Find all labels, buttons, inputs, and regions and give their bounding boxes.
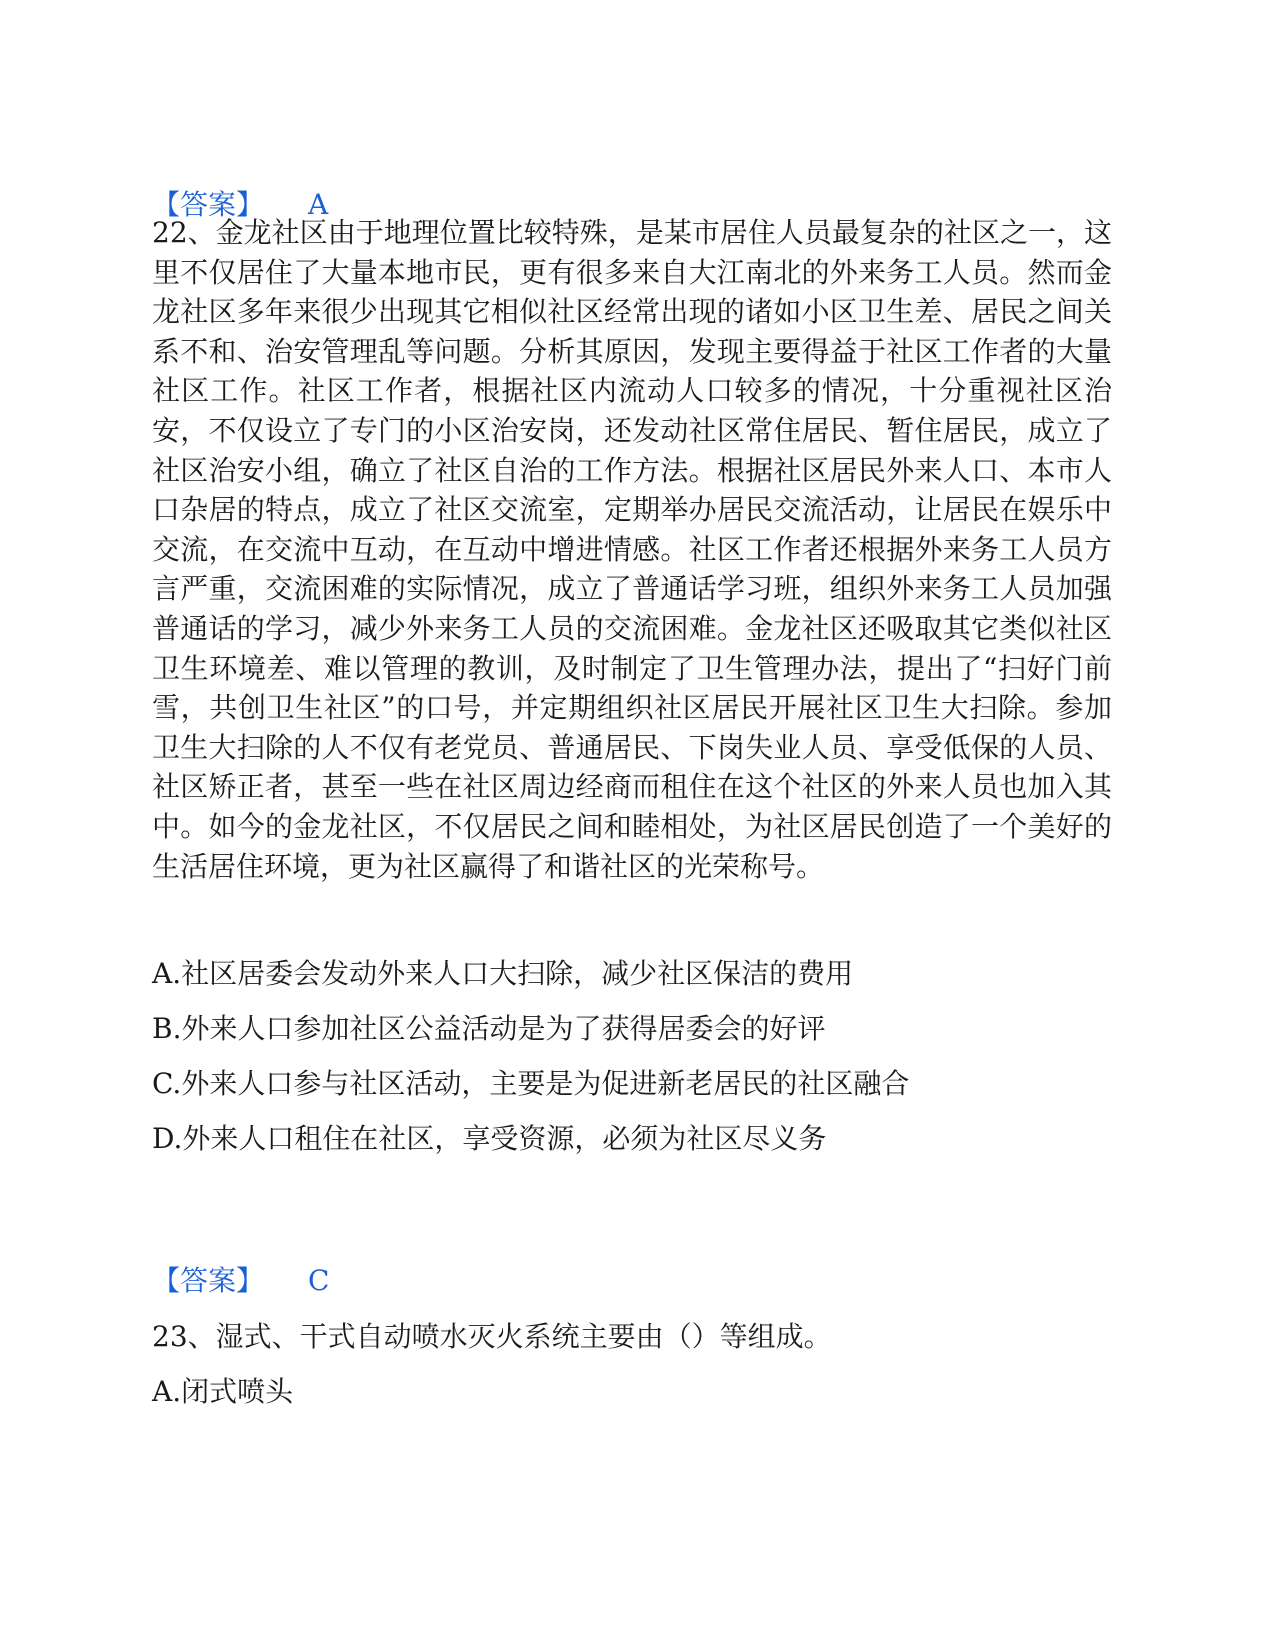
answer-value: C xyxy=(308,1264,330,1297)
option-a: A.闭式喷头 xyxy=(152,1375,294,1408)
option-c: C.外来人口参与社区活动，主要是为促进新老居民的社区融合 xyxy=(152,1067,910,1100)
option-d: D.外来人口租住在社区，享受资源，必须为社区尽义务 xyxy=(152,1122,827,1155)
question-23-text: 23、湿式、干式自动喷水灭火系统主要由（）等组成。 xyxy=(152,1320,832,1353)
answer-line-q22 xyxy=(152,1261,329,1301)
option-b: B.外来人口参加社区公益活动是为了获得居委会的好评 xyxy=(152,1012,826,1045)
answer-label: 【答案】 xyxy=(152,188,265,221)
answer-value: A xyxy=(308,188,329,221)
question-22-text: 22、金龙社区由于地理位置比较特殊，是某市居住人员最复杂的社区之一，这里不仅居住了大量本地市民，更有很多来自大江南北的外来务工人员。然而金龙社区多年来很少出现其它相似社区经常出现的诸如小区卫生差、居民之间关系不和、治安管理乱等问题。分析其原因，发现主要得益于社区工作者的大量社区工作。社区工作者，根据社区内流动人口较多的情况，十分重视社区治安，不仅设立了专门的小区治安岗，还发动社区常住居民、暂住居民，成立了社区治安小组，确立了社区自治的工作方法。根据社区居民外来人口、本市人口杂居的特点，成立了社区交流室，定期举办居民交流活动，让居民在娱乐中交流，在交流中互动，在互动中增进情感。社区工作者还根据外来务工人员方言严重，交流困难的实际情况，成立了普通话学习班，组织外来务工人员加强普通话的学习，减少外来务工人员的交流困难。金龙社区还吸取其它类似社区卫生环境差、难以管理的教训，及时制定了卫生管理办法，提出了“扫好门前雪，共创卫生社区”的口号，并定期组织社区居民开展社区卫生大扫除。参加卫生大扫除的人不仅有老党员、普通居民、下岗失业人员、享受低保的人员、社区矫正者，甚至一些在社区周边经商而租住在这个社区的外来人员也加入其中。如今的金龙社区，不仅居民之间和睦相处，为社区居民创造了一个美好的生活居住环境，更为社区赢得了和谐社区的光荣称号。 xyxy=(152,216,1112,883)
option-a: A.社区居委会发动外来人口大扫除，减少社区保洁的费用 xyxy=(152,957,854,990)
answer-label: 【答案】 xyxy=(152,1264,265,1297)
